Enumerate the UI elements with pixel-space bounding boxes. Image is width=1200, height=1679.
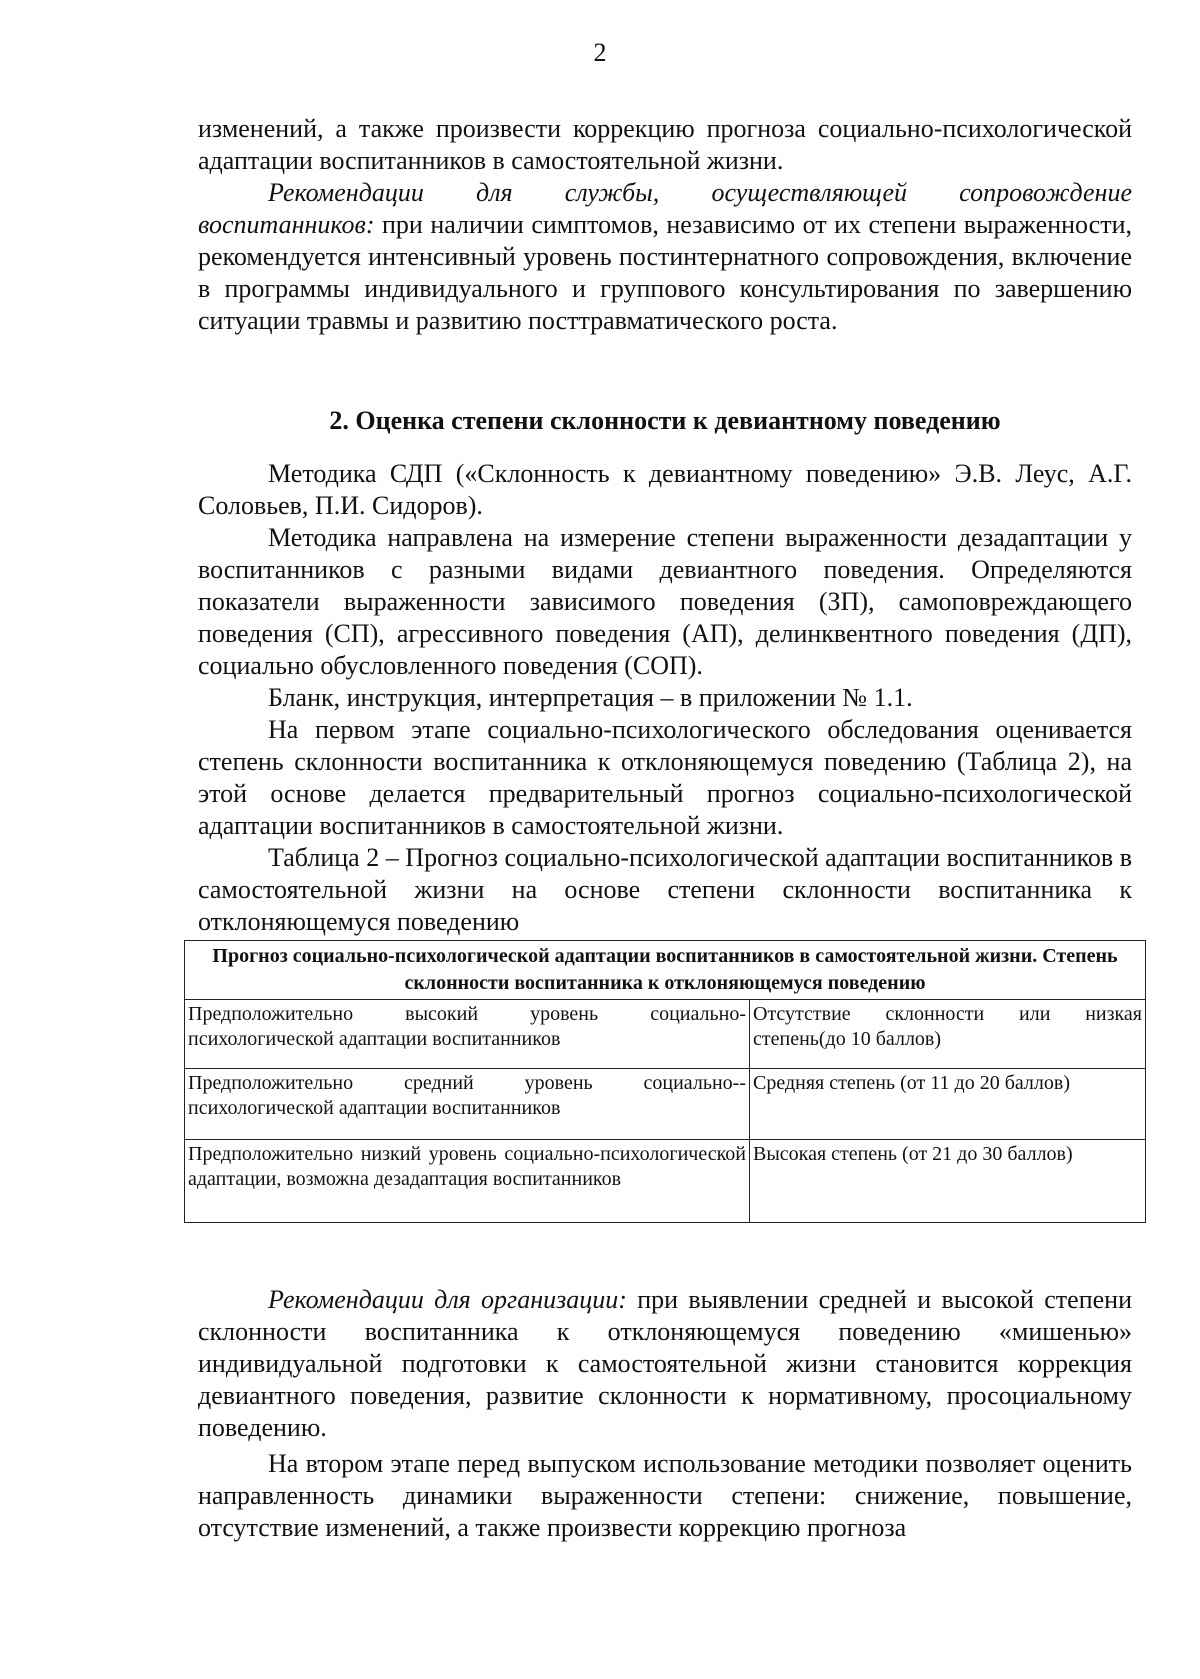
table-header-row bbox=[185, 941, 1146, 1000]
degree-cell: Средняя степень (от 11 до 20 баллов) bbox=[750, 1069, 1146, 1140]
organization-recommendation-label: Рекомендации для организации: bbox=[268, 1285, 627, 1314]
service-recommendation bbox=[198, 177, 1132, 337]
second-stage-paragraph: На втором этапе перед выпуском использование методики позволяет оценить направленность динамики выраженности степени: снижение, повышение, отсутствие изменений, а также произвести коррекцию прогноза bbox=[198, 1449, 1132, 1542]
service-recommendation-text: при наличии симптомов, независимо от их степени выраженности, рекомендуется интенсивный уровень постинтернатного сопровождения, включение в программы индивидуального и группового консультирования по завершению ситуации травмы и развитию посттравматического роста. bbox=[198, 210, 1132, 335]
table-row bbox=[185, 1140, 1146, 1223]
intro-paragraph bbox=[198, 113, 1132, 337]
page-number: 2 bbox=[593, 38, 607, 67]
table-row bbox=[185, 1069, 1146, 1140]
closing-section bbox=[198, 1284, 1132, 1544]
section-heading: 2. Оценка степени склонности к девиантному поведению bbox=[329, 406, 1001, 435]
organization-recommendation-text: при выявлении средней и высокой степени склонности воспитанника к отклоняющемуся поведению «мишенью» индивидуальной подготовки к самостоятельной жизни становится коррекция девиантного поведения, развитие склонности к нормативному, просоциальному поведению. bbox=[198, 1285, 1132, 1442]
service-recommendation-label: Рекомендации для службы, осуществляющей сопровождение воспитанников: bbox=[198, 178, 1132, 239]
degree-cell: Высокая степень (от 21 до 30 баллов) bbox=[750, 1140, 1146, 1223]
appendix-reference: Бланк, инструкция, интерпретация – в приложении № 1.1. bbox=[268, 683, 913, 712]
prognosis-table bbox=[184, 940, 1146, 1223]
intro-text: изменений, а также произвести коррекцию прогноза социально-психологической адаптации воспитанников в самостоятельной жизни. bbox=[198, 114, 1132, 175]
method-paragraph: Методика СДП («Склонность к девиантному поведению» Э.В. Леус, А.Г. Соловьев, П.И. Сидоров). bbox=[198, 459, 1132, 520]
table-header: Прогноз социально-психологической адаптации воспитанников в самостоятельной жизни. Степень склонности воспитанника к отклоняющемуся поведению bbox=[185, 941, 1146, 1000]
table-caption: Таблица 2 – Прогноз социально-психологической адаптации воспитанников в самостоятельной жизни на основе степени склонности воспитанника к отклоняющемуся поведению bbox=[198, 843, 1132, 936]
section-body bbox=[198, 458, 1132, 938]
prognosis-cell: Предположительно низкий уровень социально-психологической адаптации, возможна дезадаптация воспитанников bbox=[185, 1140, 750, 1223]
degree-cell: Отсутствие склонности или низкая степень(до 10 баллов) bbox=[750, 1000, 1146, 1069]
prognosis-cell: Предположительно средний уровень социально--психологической адаптации воспитанников bbox=[185, 1069, 750, 1140]
organization-recommendation bbox=[198, 1284, 1132, 1444]
method-description: Методика направлена на измерение степени выраженности дезадаптации у воспитанников с разными видами девиантного поведения. Определяются показатели выраженности зависимого поведения (ЗП), самоповреждающего поведения (СП), агрессивного поведения (АП), делинквентного поведения (ДП), социально обусловленного поведения (СОП). bbox=[198, 523, 1132, 680]
first-stage-paragraph: На первом этапе социально-психологического обследования оценивается степень склонности воспитанника к отклоняющемуся поведению (Таблица 2), на этой основе делается предварительный прогноз социально-психологической адаптации воспитанников в самостоятельной жизни. bbox=[198, 715, 1132, 840]
prognosis-cell: Предположительно высокий уровень социально-психологической адаптации воспитанников bbox=[185, 1000, 750, 1069]
table-row bbox=[185, 1000, 1146, 1069]
